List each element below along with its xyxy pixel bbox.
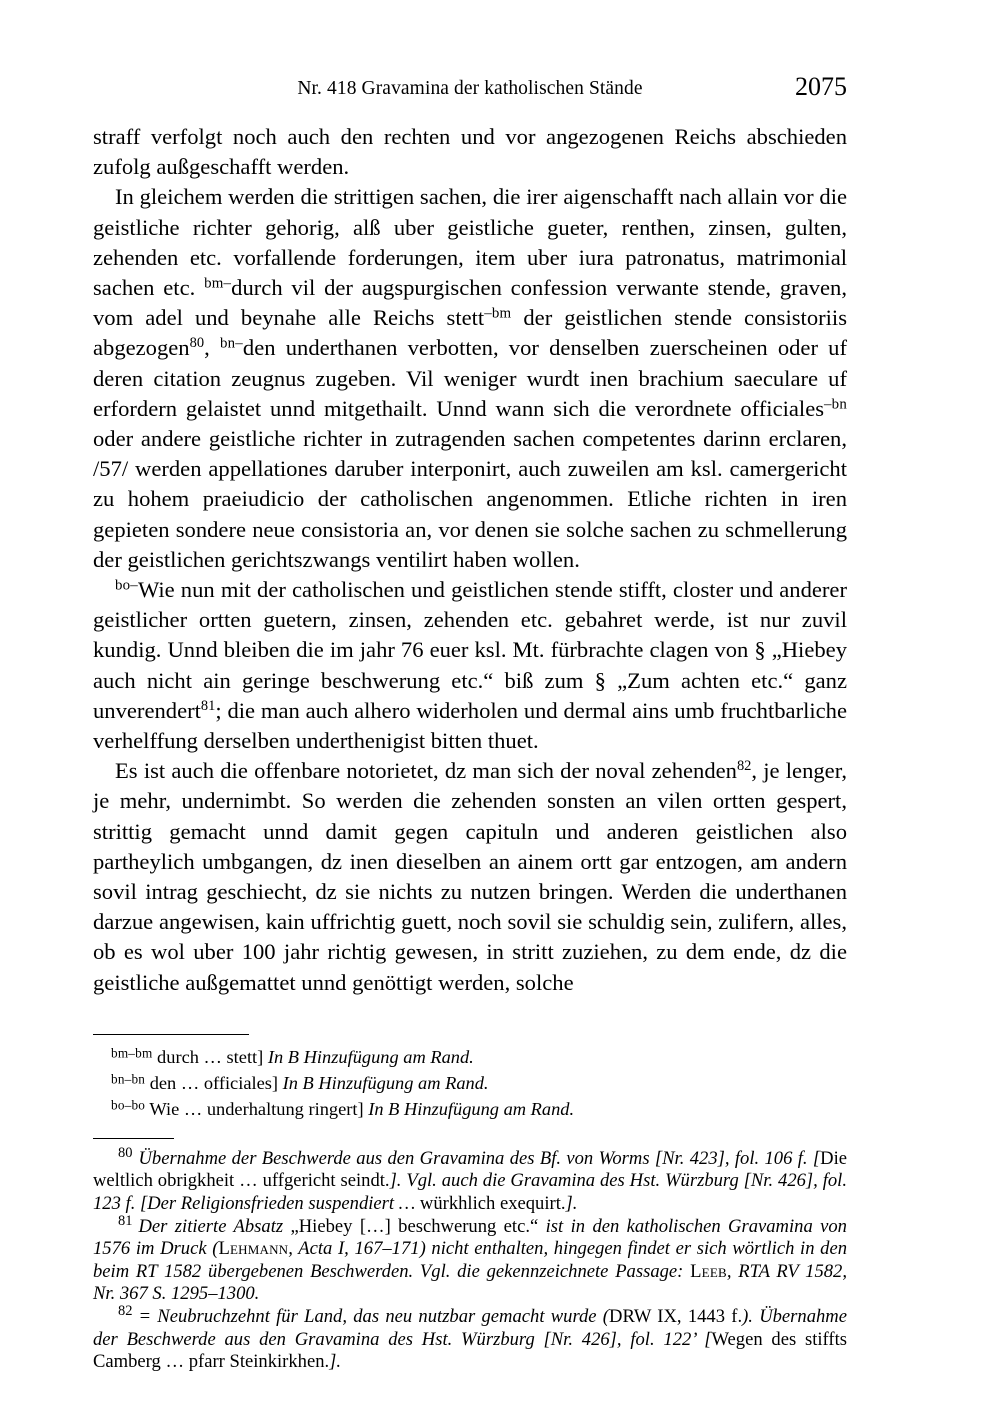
italic-text: ]. xyxy=(329,1351,342,1373)
roman-text: Die weltlich obrigkheit … uffgericht seindt. xyxy=(93,1147,847,1192)
variant-note: In B Hinzufügung am Rand. xyxy=(363,1098,575,1119)
italic-text: Übernahme der Beschwerde aus den Gravamina des Bf. von Worms [Nr. 423], fol. 106 f. [ xyxy=(138,1147,821,1169)
footnote-number: 80 xyxy=(118,1145,133,1162)
italic-text: ]. Vgl. auch die Gravamina des Hst. Würzburg [Nr. 426], fol. 123 f. [Der Religionsfrieden suspendiert … xyxy=(93,1170,847,1215)
variant-entry xyxy=(93,1096,847,1122)
body-paragraph: $^{bo-}$Wie nun mit der catholischen und geistlichen stende stifft, closter und anderer geistlicher ortten guetern, zinsen, zehenden etc. gebahret werde, ist nur zuvil kundig. Unnd bleiben die im jahr 76 euer ksl. Mt. fürbrachte clagen von § „Hiebey auch nicht ain geringe beschwerung etc.“ biß zum § „Zum achten etc.“ ganz unverendert$^{81}$; die man auch alhero widerholen und dermal ains umb fruchtbarliche verhelffung derselben underthenigist bitten thuet. xyxy=(93,577,847,754)
variant-entry xyxy=(93,1044,847,1070)
italic-text: , RTA RV 1582, Nr. 367 S. 1295–1300. xyxy=(93,1260,847,1305)
variant-sigil-marker: bo– xyxy=(115,577,138,594)
variant-sigil-marker: –bm xyxy=(484,305,512,322)
italic-text: ]. xyxy=(565,1193,578,1215)
running-head xyxy=(93,72,847,112)
variant-apparatus xyxy=(93,1044,847,1122)
variant-sigil: bo–bo xyxy=(111,1097,146,1113)
italic-text: Der zitierte Absatz xyxy=(138,1215,291,1237)
body-paragraph: straff verfolgt noch auch den rechten und vor angezogenen Reichs abschieden zufolg außgeschafft werden. xyxy=(93,124,847,180)
variant-note: In B Hinzufügung am Rand. xyxy=(263,1046,474,1067)
italic-text: ). Übernahme der Beschwerde aus den Gravamina des Hst. Würzburg [Nr. 426], fol. 122’ [ xyxy=(93,1306,847,1350)
footnote-number: 81 xyxy=(118,1213,133,1229)
footnote-reference: 81 xyxy=(200,697,216,714)
italic-text: = Neubruchzehnt für Land, das neu nutzbar gemacht wurde ( xyxy=(138,1306,610,1328)
variant-sigil-marker: bm– xyxy=(204,275,232,292)
variant-lemma: durch … stett] xyxy=(152,1046,264,1067)
roman-text: würkhlich exequirt. xyxy=(419,1193,566,1215)
small-caps-name: Leeb xyxy=(690,1260,727,1282)
variant-note: In B Hinzufügung am Rand. xyxy=(278,1072,489,1093)
footnotes xyxy=(93,1145,848,1374)
footnote-entry xyxy=(93,1213,848,1306)
page-number: 2075 xyxy=(795,72,847,101)
roman-text: „Hiebey […] beschwerung etc.“ xyxy=(290,1215,539,1237)
roman-text: Wegen des stiffts Camberg … pfarr Steinkirkhen. xyxy=(93,1328,847,1373)
running-head-title: Nr. 418 Gravamina der katholischen Stände xyxy=(297,78,643,99)
variant-lemma: den … officiales] xyxy=(145,1072,279,1093)
footnote-reference: 80 xyxy=(189,335,205,352)
footnote-entry xyxy=(93,1303,847,1374)
page-content xyxy=(93,0,847,1374)
italic-text: ist in den katholischen Gravamina von 1576 im Druck ( xyxy=(93,1215,847,1260)
roman-text: DRW IX, 1443 f. xyxy=(609,1306,743,1328)
variant-entry xyxy=(93,1070,847,1096)
footnote-reference: 82 xyxy=(736,758,752,775)
variant-sigil: bm–bm xyxy=(111,1045,153,1061)
variant-sigil-marker: bn– xyxy=(219,335,243,352)
body-paragraph: Es ist auch die offenbare notorietet, dz man sich der noval zehenden$^{82}$, je lenger, je mehr, undernimbt. So werden die zehenden sonsten an vilen ortten gespert, strittig gemacht unnd damit gegen capituln und anderen geistlichen also partheylich umbgangen, dz inen dieselben an ainem ortt gar entzogen, am andern sovil intrag geschiecht, dz sie nichts zu nutzen bringen. Werden die underthanen darzue angewisen, kain uffrichtig guett, noch sovil sie schuldig sein, zulifern, alles, ob es wol uber 100 jahr richtig gewesen, in stritt zuziehen, zu dem ende, dz die geistliche außgemattet unnd genöttigt werden, solche xyxy=(93,758,847,995)
body-paragraph: In gleichem werden die strittigen sachen, die irer aigenschafft nach allain vor die geistliche richter gehorig, alß uber geistliche gueter, renthen, zinsen, gulten, zehenden etc. vorfallende forderungen, item uber iura patronatus, matrimonial sachen etc. $^{bm-}$durch vil der augspurgischen confession verwante stende, graven, vom adel und beynahe alle Reichs stett$^{-bm}$ der geistlichen stende consistoriis abgezogen$^{80}$, $^{bn-}$den underthanen verbotten, vor denselben zuerscheinen oder uf deren citation zeugnus zugeben. Vil weniger wurdt inen brachium saeculare uf erfordern gelaistet unnd mitgethailt. Unnd wann sich die verordnete officiales$^{-bn}$ oder andere geistliche richter in zutragenden sachen competentes darinn erclaren, /57/ werden appellationes daruber interponirt, auch zuweilen am ksl. camergericht zu hohem praeiudicio der catholischen angenommen. Etliche richten in iren gepieten sondere neue consistoria an, vor denen sie solche sachen zu schmellerung der geistlichen gerichtszwangs ventilirt haben wollen. xyxy=(93,184,848,572)
variant-sigil-marker: –bn xyxy=(824,396,847,413)
italic-text: , Acta I, 167–171) nicht enthalten, hingegen findet er sich wörtlich in den beim RT 1582 übergebenen Beschwerden. Vgl. die gekennzeichnete Passage: xyxy=(93,1238,848,1282)
body-text xyxy=(93,122,847,998)
footnote-rule xyxy=(93,1138,174,1139)
variant-lemma: Wie … underhaltung ringert] xyxy=(145,1098,364,1119)
footnote-entry xyxy=(93,1145,847,1216)
variant-apparatus-rule xyxy=(93,1034,249,1035)
small-caps-name: Lehmann xyxy=(218,1238,289,1260)
variant-sigil: bn–bn xyxy=(111,1071,146,1087)
footnote-number: 82 xyxy=(118,1303,133,1320)
